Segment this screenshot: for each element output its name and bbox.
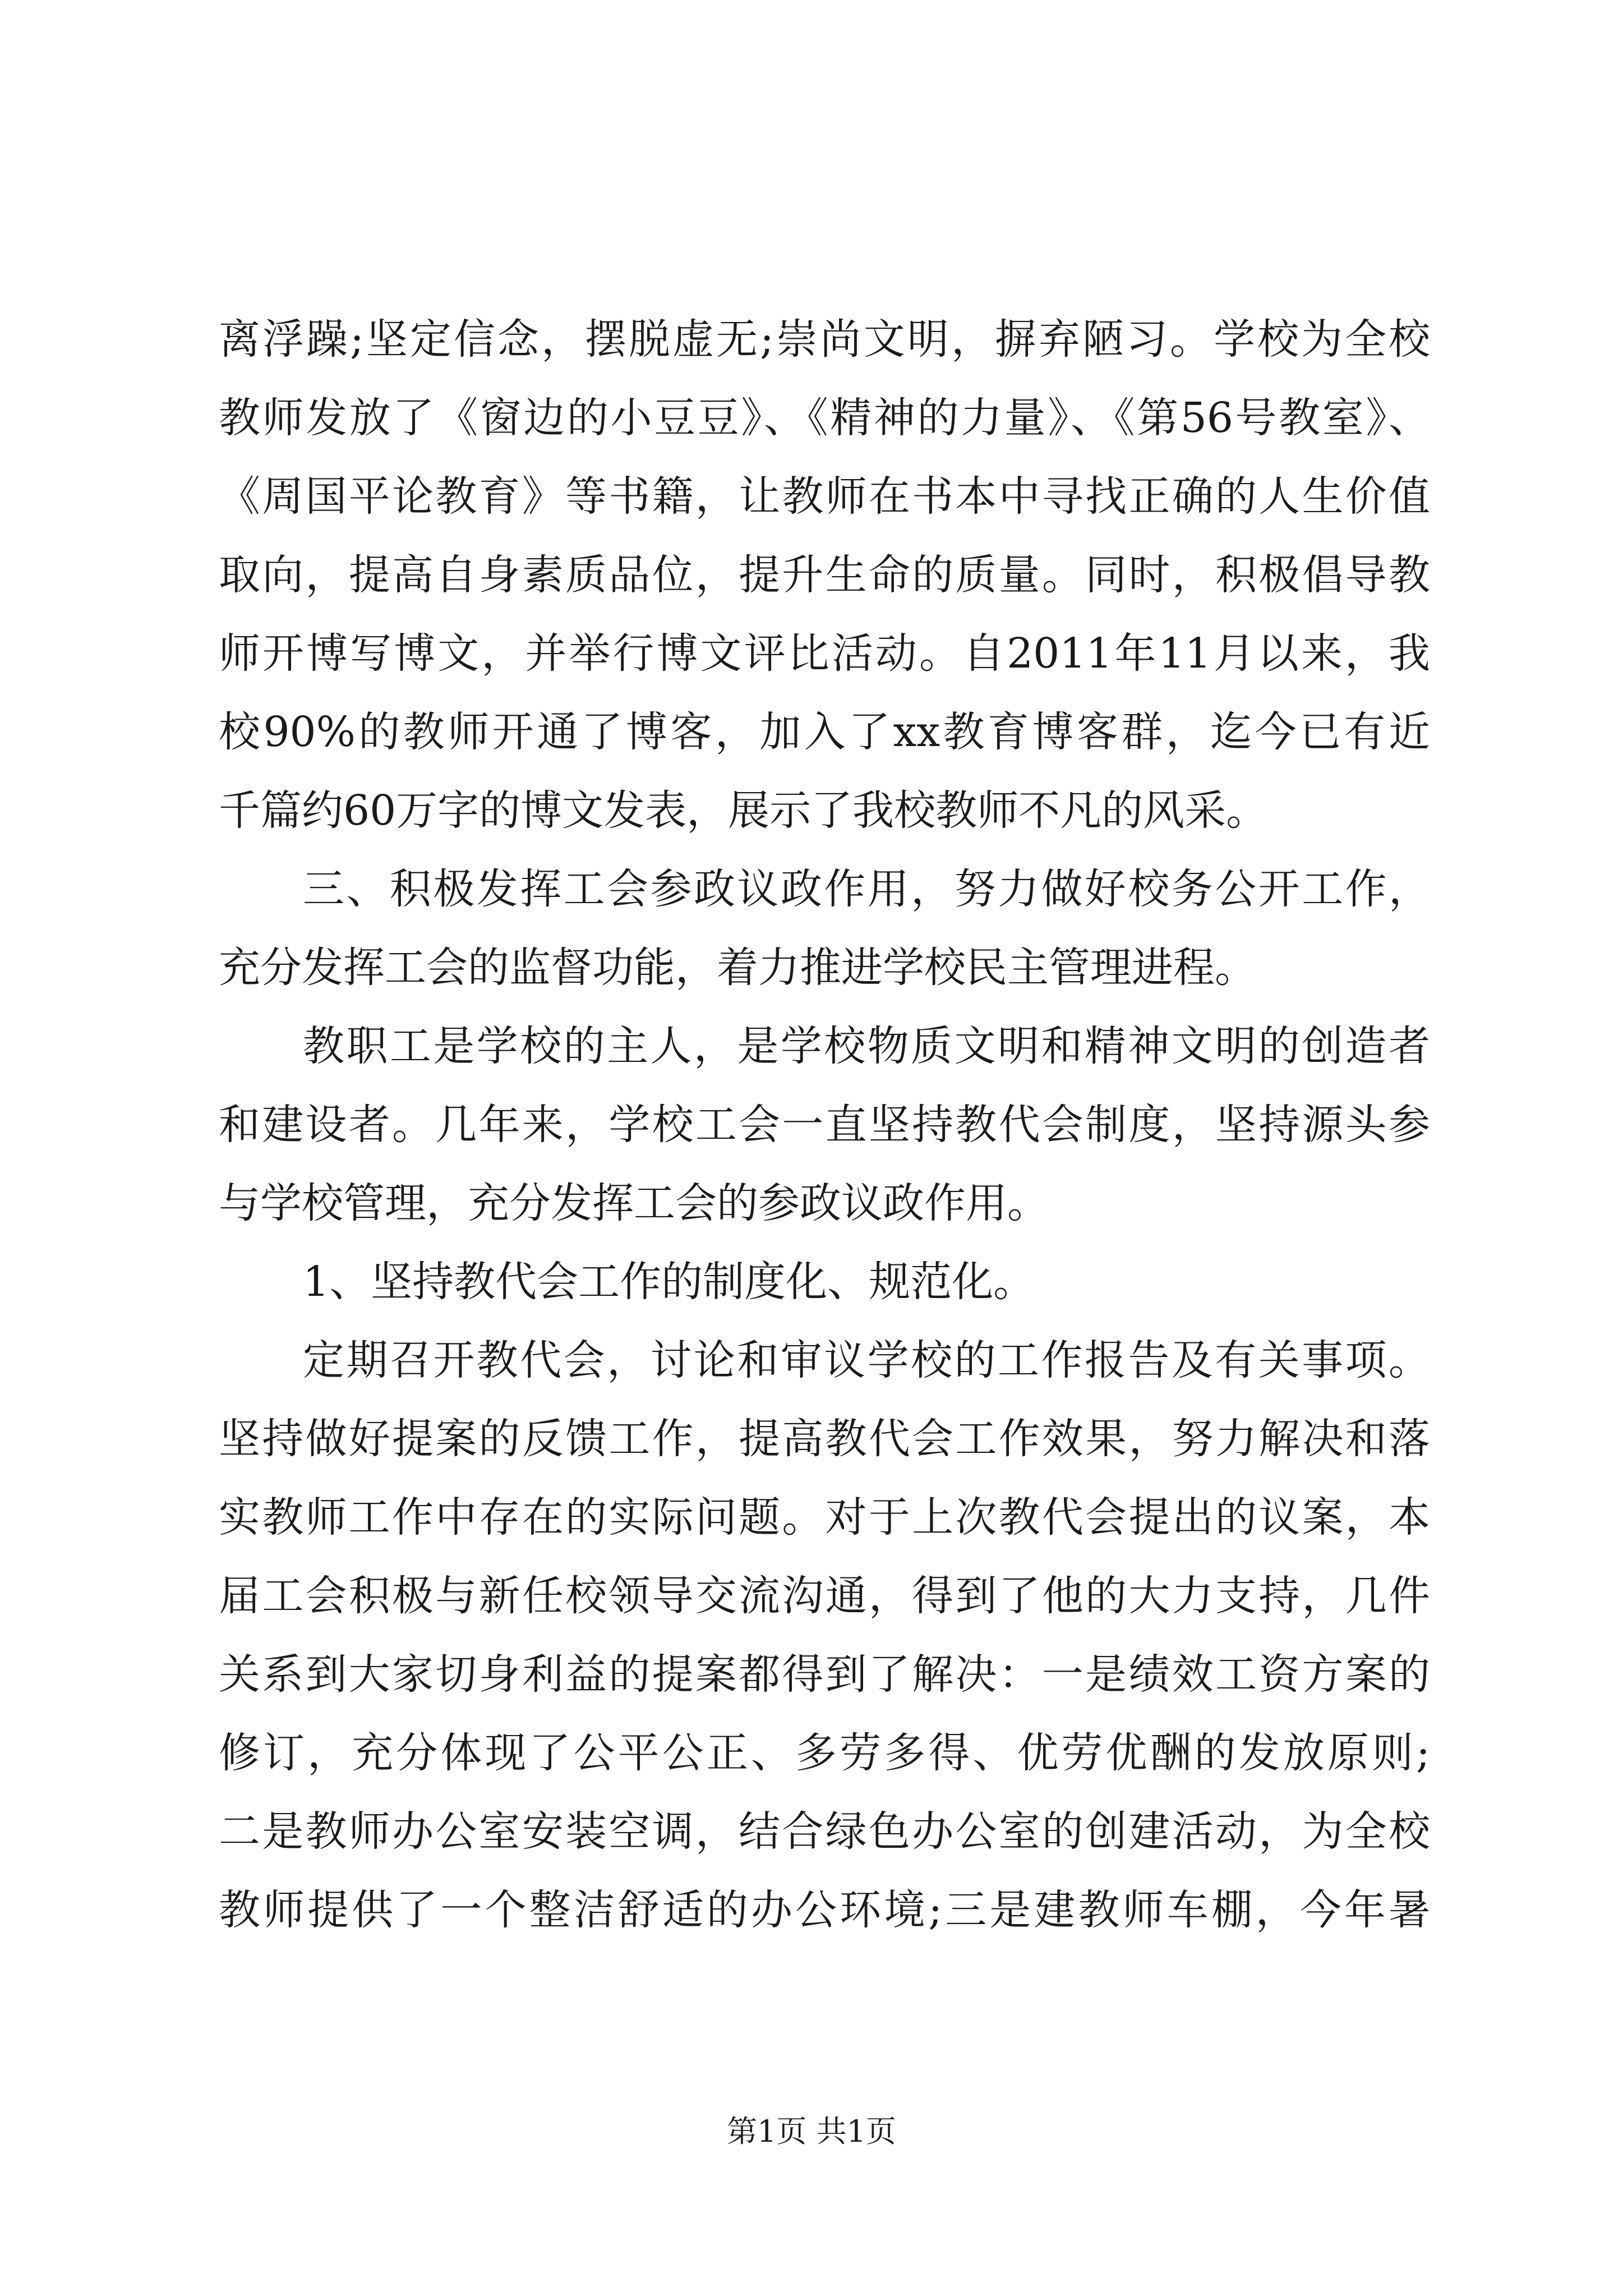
text-line: 取向，提高自身素质品位，提升生命的质量。同时，积极倡导教: [219, 551, 1430, 599]
text-line: 教师发放了《窗边的小豆豆》、《精神的力量》、《第56号教室》、: [219, 394, 1430, 442]
text-line: 充分发挥工会的监督功能，着力推进学校民主管理进程。: [219, 944, 1256, 992]
text-line: 实教师工作中存在的实际问题。对于上次教代会提出的议案，本: [219, 1493, 1430, 1542]
text-line: 教职工是学校的主人，是学校物质文明和精神文明的创造者: [303, 1022, 1430, 1070]
text-line: 和建设者。几年来，学校工会一直坚持教代会制度，坚持源头参: [219, 1101, 1430, 1149]
text-line: 修订，充分体现了公平公正、多劳多得、优劳优酬的发放原则;: [219, 1729, 1430, 1777]
text-line: 离浮躁;坚定信念，摆脱虚无;崇尚文明，摒弃陋习。学校为全校: [219, 315, 1430, 364]
text-line: 定期召开教代会，讨论和审议学校的工作报告及有关事项。: [303, 1336, 1430, 1384]
text-line: 《周国平论教育》等书籍，让教师在书本中寻找正确的人生价值: [219, 472, 1430, 521]
page-footer: 第1页 共1页: [727, 2114, 896, 2149]
text-line: 二是教师办公室安装空调，结合绿色办公室的创建活动，为全校: [219, 1807, 1430, 1856]
text-line: 校90%的教师开通了博客，加入了xx教育博客群，迄今已有近: [219, 708, 1430, 756]
text-line: 三、积极发挥工会参政议政作用，努力做好校务公开工作，: [303, 865, 1430, 913]
text-line: 届工会积极与新任校领导交流沟通，得到了他的大力支持，几件: [219, 1572, 1430, 1620]
text-line: 1、坚持教代会工作的制度化、规范化。: [303, 1258, 1035, 1306]
text-line: 与学校管理，充分发挥工会的参政议政作用。: [219, 1179, 1049, 1227]
document-body: [219, 300, 1430, 1949]
text-line: 坚持做好提案的反馈工作，提高教代会工作效果，努力解决和落: [219, 1415, 1430, 1463]
text-line: 师开博写博文，并举行博文评比活动。自2011年11月以来，我: [219, 629, 1430, 678]
text-line: 千篇约60万字的博文发表，展示了我校教师不凡的风采。: [219, 786, 1268, 835]
text-line: 关系到大家切身利益的提案都得到了解决：一是绩效工资方案的: [219, 1650, 1430, 1699]
text-line: 教师提供了一个整洁舒适的办公环境;三是建教师车棚，今年暑: [219, 1886, 1430, 1934]
